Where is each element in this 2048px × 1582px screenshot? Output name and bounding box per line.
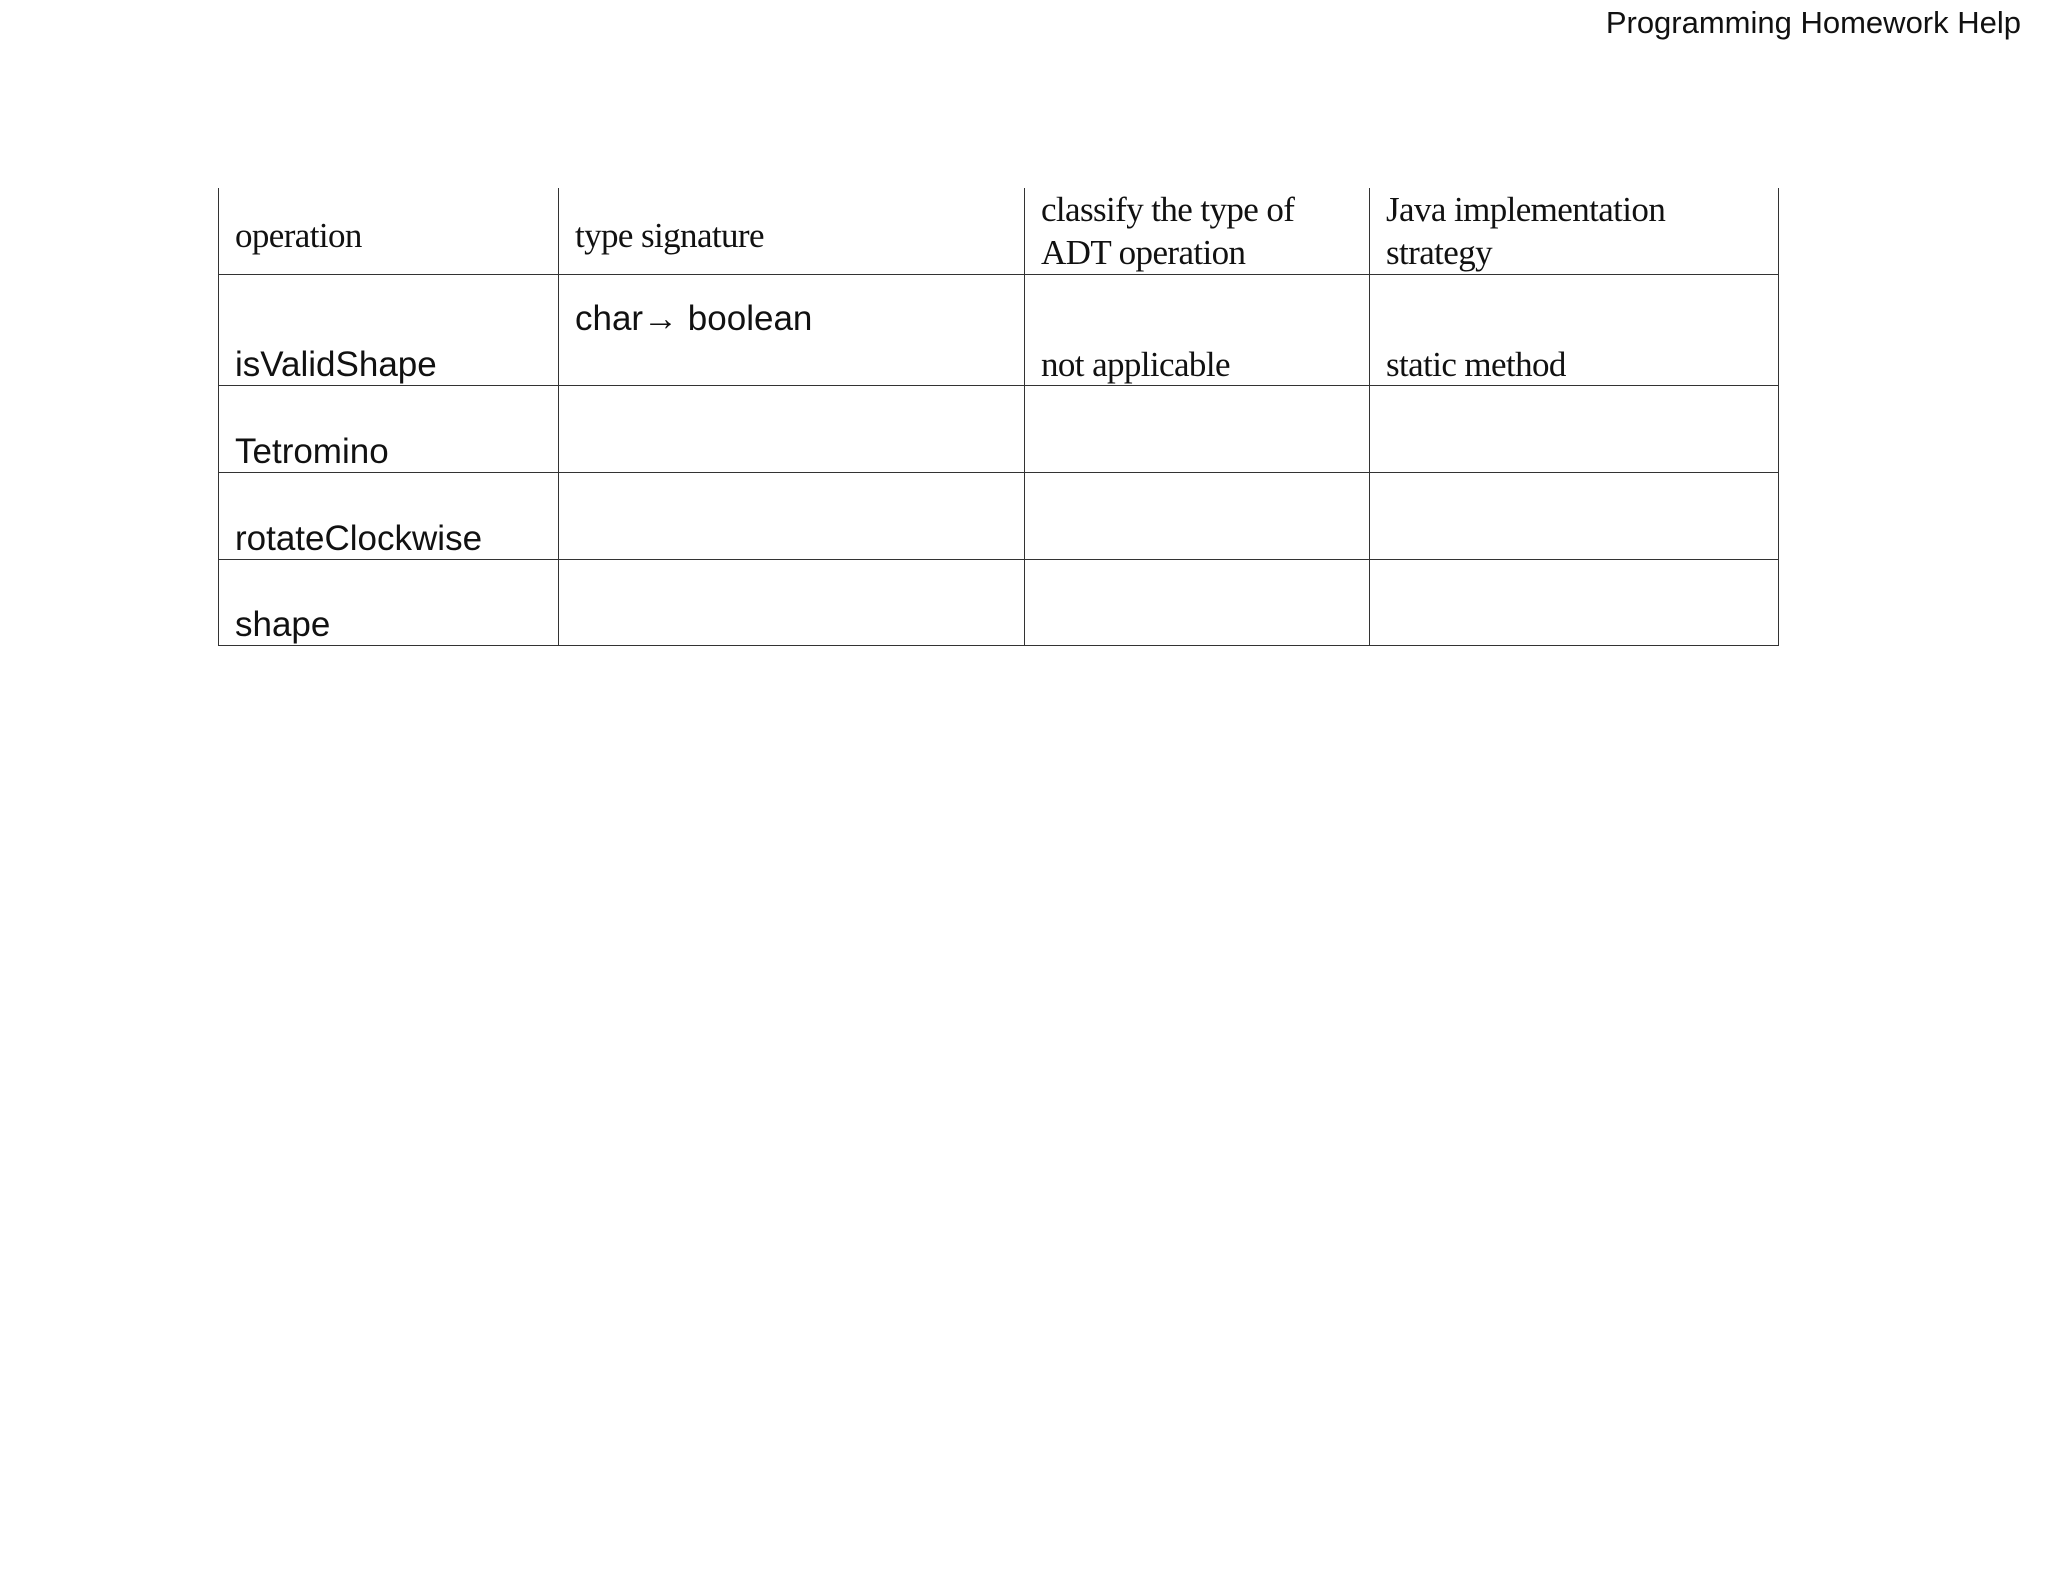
header-type-signature: type signature [559,188,1025,275]
cell-operation: isValidShape [219,275,559,386]
cell-java-strategy [1370,560,1779,646]
cell-type-signature: char→ boolean [559,275,1025,386]
cell-operation: Tetromino [219,386,559,473]
table-header-row [219,188,1779,275]
table-row [219,473,1779,560]
cell-type-signature [559,473,1025,560]
cell-operation: shape [219,560,559,646]
cell-operation: rotateClockwise [219,473,559,560]
table-row [219,275,1779,386]
cell-adt-classification [1025,560,1370,646]
adt-operations-table [218,188,1779,646]
header-operation: operation [219,188,559,275]
cell-adt-classification [1025,386,1370,473]
cell-type-signature [559,386,1025,473]
header-java-implementation-strategy: Java implementation strategy [1370,188,1779,275]
table-row [219,560,1779,646]
cell-type-signature [559,560,1025,646]
cell-java-strategy: static method [1370,275,1779,386]
site-header-label: Programming Homework Help [1605,5,2021,40]
header-adt-operation-type: classify the type of ADT operation [1025,188,1370,275]
cell-adt-classification: not applicable [1025,275,1370,386]
table-row [219,386,1779,473]
cell-java-strategy [1370,473,1779,560]
cell-java-strategy [1370,386,1779,473]
cell-adt-classification [1025,473,1370,560]
